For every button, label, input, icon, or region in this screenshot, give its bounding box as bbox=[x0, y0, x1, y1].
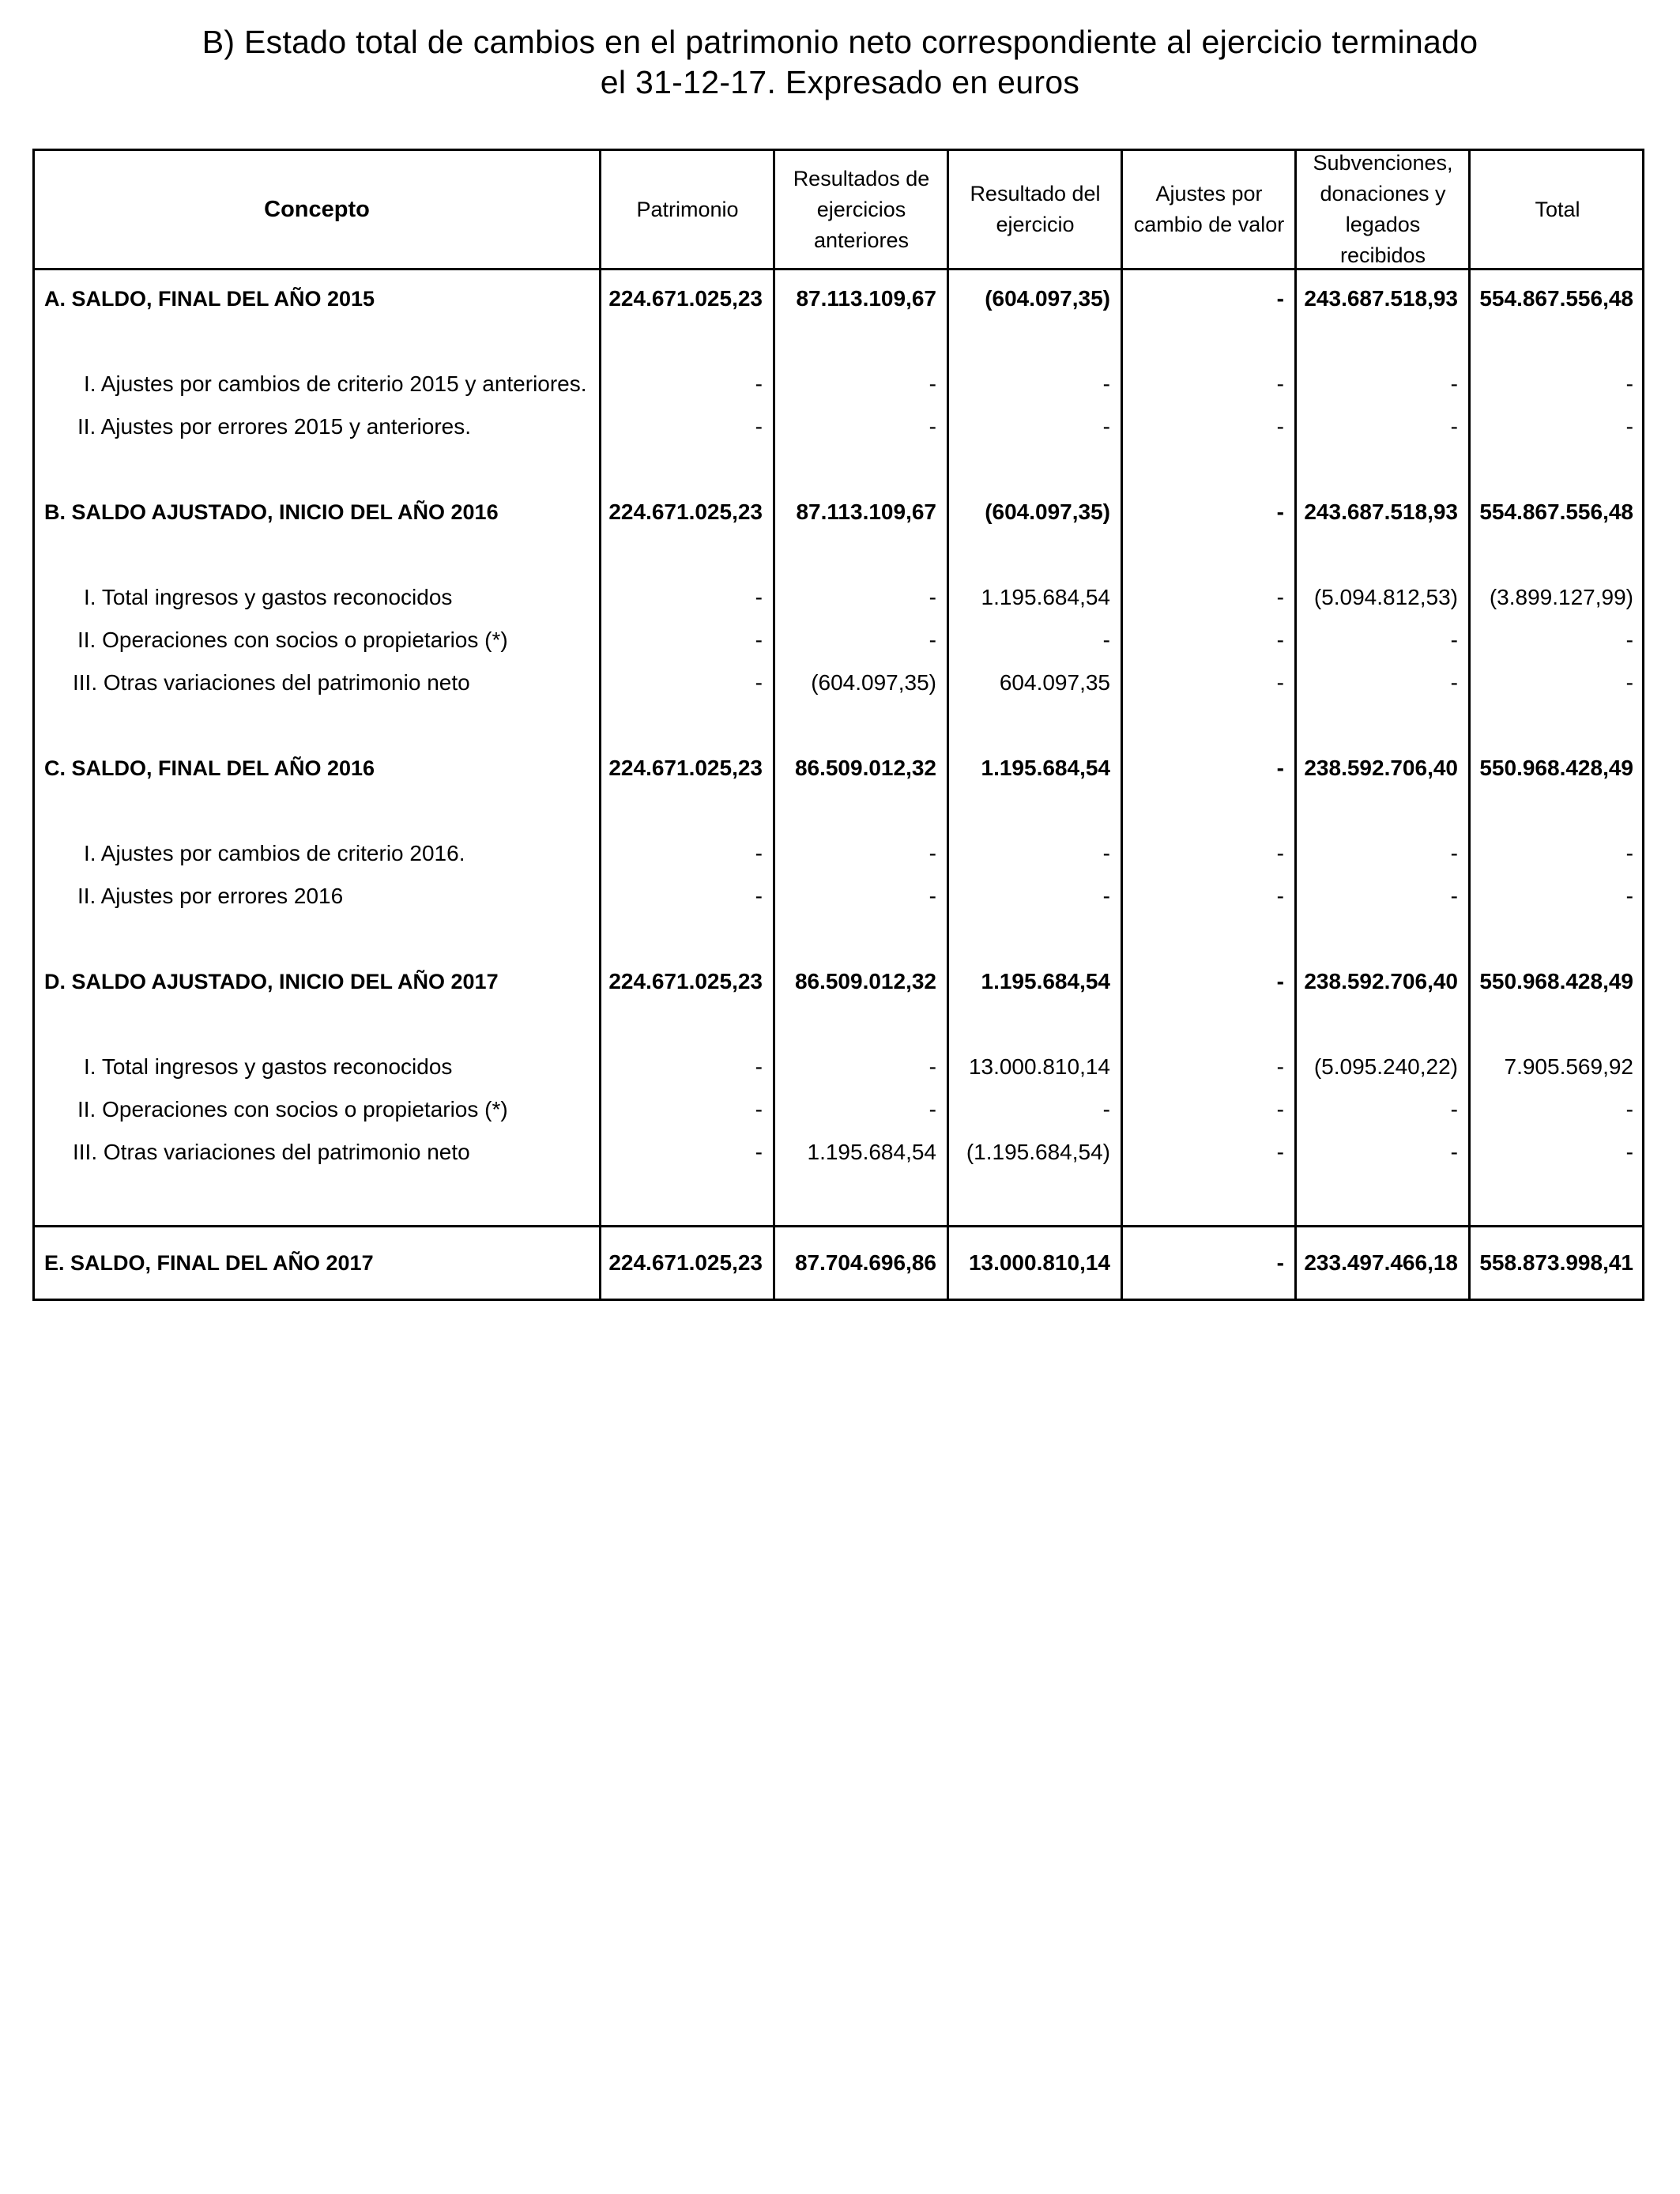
row-value: 224.671.025,23 bbox=[608, 1250, 763, 1275]
column-header: Resultado del ejercicio bbox=[970, 182, 1101, 236]
row-value: - bbox=[755, 1097, 763, 1122]
row-concept: I. Total ingresos y gastos reconocidos bbox=[84, 585, 453, 609]
row-value: - bbox=[1625, 628, 1633, 652]
row-value: (3.899.127,99) bbox=[1489, 585, 1633, 609]
row-value: - bbox=[929, 585, 936, 609]
row-value: - bbox=[755, 585, 763, 609]
row-value: - bbox=[1276, 756, 1284, 780]
row-concept: I. Total ingresos y gastos reconocidos bbox=[84, 1054, 453, 1079]
row-value: 13.000.810,14 bbox=[968, 1250, 1110, 1275]
row-value: - bbox=[1450, 628, 1458, 652]
row-value: - bbox=[1625, 1140, 1633, 1164]
row-divider bbox=[32, 1225, 1644, 1227]
row-value: 243.687.518,93 bbox=[1304, 286, 1458, 311]
row-value: - bbox=[755, 1140, 763, 1164]
row-value: - bbox=[1102, 1097, 1110, 1122]
row-value: - bbox=[1276, 969, 1284, 993]
column-header: Patrimonio bbox=[636, 197, 739, 221]
row-value: - bbox=[1450, 371, 1458, 396]
row-value: - bbox=[929, 841, 936, 865]
row-concept: E. SALDO, FINAL DEL AÑO 2017 bbox=[44, 1251, 374, 1275]
row-value: 86.509.012,32 bbox=[794, 756, 936, 780]
column-header: Subvenciones, donaciones y legados recibidos bbox=[1313, 151, 1453, 267]
row-value: - bbox=[1625, 371, 1633, 396]
row-value: - bbox=[1625, 670, 1633, 695]
row-value: 554.867.556,48 bbox=[1479, 286, 1633, 311]
row-value: - bbox=[1276, 371, 1284, 396]
column-header: Resultados de ejercicios anteriores bbox=[793, 166, 930, 252]
row-value: - bbox=[929, 414, 936, 439]
row-value: - bbox=[1276, 628, 1284, 652]
row-value: - bbox=[1276, 884, 1284, 908]
row-value: - bbox=[755, 841, 763, 865]
row-value: - bbox=[1276, 1054, 1284, 1079]
row-value: - bbox=[1625, 1097, 1633, 1122]
row-value: 1.195.684,54 bbox=[981, 585, 1110, 609]
row-value: (1.195.684,54) bbox=[966, 1140, 1110, 1164]
row-concept: B. SALDO AJUSTADO, INICIO DEL AÑO 2016 bbox=[44, 500, 499, 524]
row-value: - bbox=[929, 884, 936, 908]
row-value: 238.592.706,40 bbox=[1304, 969, 1458, 993]
row-value: - bbox=[1102, 841, 1110, 865]
row-concept: I. Ajustes por cambios de criterio 2016. bbox=[84, 841, 465, 865]
row-value: 224.671.025,23 bbox=[608, 286, 763, 311]
row-value: - bbox=[1450, 670, 1458, 695]
row-value: - bbox=[1450, 1097, 1458, 1122]
row-value: 238.592.706,40 bbox=[1304, 756, 1458, 780]
row-concept: III. Otras variaciones del patrimonio neto bbox=[73, 670, 470, 695]
row-value: 1.195.684,54 bbox=[807, 1140, 936, 1164]
row-value: 86.509.012,32 bbox=[794, 969, 936, 993]
row-value: 550.968.428,49 bbox=[1479, 969, 1633, 993]
column-header: Concepto bbox=[264, 196, 370, 222]
row-concept: III. Otras variaciones del patrimonio neto bbox=[73, 1140, 470, 1164]
row-concept: II. Ajustes por errores 2016 bbox=[77, 884, 344, 908]
row-value: - bbox=[755, 884, 763, 908]
row-value: - bbox=[1450, 884, 1458, 908]
row-value: 1.195.684,54 bbox=[981, 756, 1110, 780]
row-value: - bbox=[1102, 628, 1110, 652]
row-concept: II. Operaciones con socios o propietarios (*) bbox=[77, 628, 508, 652]
row-value: - bbox=[929, 628, 936, 652]
row-value: - bbox=[1450, 1140, 1458, 1164]
row-value: - bbox=[1625, 884, 1633, 908]
row-value: (5.094.812,53) bbox=[1313, 585, 1458, 609]
title-line-1: B) Estado total de cambios en el patrimonio neto correspondiente al ejercicio terminado bbox=[202, 24, 1478, 60]
row-value: - bbox=[755, 371, 763, 396]
row-value: - bbox=[755, 414, 763, 439]
row-value: - bbox=[1276, 286, 1284, 311]
row-concept: C. SALDO, FINAL DEL AÑO 2016 bbox=[44, 756, 375, 780]
row-value: - bbox=[755, 1054, 763, 1079]
row-value: - bbox=[929, 371, 936, 396]
column-header: Total bbox=[1535, 197, 1580, 221]
row-value: - bbox=[755, 628, 763, 652]
row-concept: I. Ajustes por cambios de criterio 2015 y anteriores. bbox=[84, 371, 587, 396]
row-value: - bbox=[1102, 371, 1110, 396]
row-value: 233.497.466,18 bbox=[1304, 1250, 1458, 1275]
row-value: (604.097,35) bbox=[811, 670, 936, 695]
row-value: 87.113.109,67 bbox=[796, 286, 936, 311]
row-value: - bbox=[1450, 841, 1458, 865]
row-concept: II. Ajustes por errores 2015 y anteriores. bbox=[77, 414, 472, 439]
title-line-2: el 31-12-17. Expresado en euros bbox=[600, 64, 1080, 100]
row-value: - bbox=[1276, 841, 1284, 865]
row-value: 550.968.428,49 bbox=[1479, 756, 1633, 780]
row-value: - bbox=[1276, 670, 1284, 695]
row-value: 13.000.810,14 bbox=[968, 1054, 1110, 1079]
row-value: (604.097,35) bbox=[985, 499, 1110, 524]
row-value: 87.113.109,67 bbox=[796, 499, 936, 524]
row-concept: A. SALDO, FINAL DEL AÑO 2015 bbox=[44, 287, 375, 311]
row-value: 604.097,35 bbox=[999, 670, 1110, 695]
row-value: 224.671.025,23 bbox=[608, 756, 763, 780]
row-value: - bbox=[1276, 585, 1284, 609]
row-value: 224.671.025,23 bbox=[608, 499, 763, 524]
row-value: (5.095.240,22) bbox=[1313, 1054, 1458, 1079]
row-value: - bbox=[1276, 414, 1284, 439]
column-header: Ajustes por cambio de valor bbox=[1133, 182, 1285, 236]
row-value: 554.867.556,48 bbox=[1479, 499, 1633, 524]
row-value: - bbox=[1276, 1097, 1284, 1122]
row-value: - bbox=[1276, 1140, 1284, 1164]
row-value: (604.097,35) bbox=[985, 286, 1110, 311]
page-title bbox=[0, 22, 1680, 103]
row-value: - bbox=[1102, 414, 1110, 439]
row-value: 558.873.998,41 bbox=[1479, 1250, 1633, 1275]
row-value: - bbox=[755, 670, 763, 695]
row-concept: D. SALDO AJUSTADO, INICIO DEL AÑO 2017 bbox=[44, 970, 499, 993]
row-concept: II. Operaciones con socios o propietarios (*) bbox=[77, 1097, 508, 1122]
row-value: - bbox=[1625, 414, 1633, 439]
row-value: - bbox=[1625, 841, 1633, 865]
row-value: 243.687.518,93 bbox=[1304, 499, 1458, 524]
row-value: 224.671.025,23 bbox=[608, 969, 763, 993]
row-value: - bbox=[929, 1097, 936, 1122]
row-value: - bbox=[1450, 414, 1458, 439]
row-value: 7.905.569,92 bbox=[1504, 1054, 1633, 1079]
row-value: - bbox=[1102, 884, 1110, 908]
row-value: - bbox=[929, 1054, 936, 1079]
row-value: 87.704.696,86 bbox=[794, 1250, 936, 1275]
row-value: 1.195.684,54 bbox=[981, 969, 1110, 993]
row-value: - bbox=[1276, 499, 1284, 524]
row-value: - bbox=[1276, 1250, 1284, 1275]
